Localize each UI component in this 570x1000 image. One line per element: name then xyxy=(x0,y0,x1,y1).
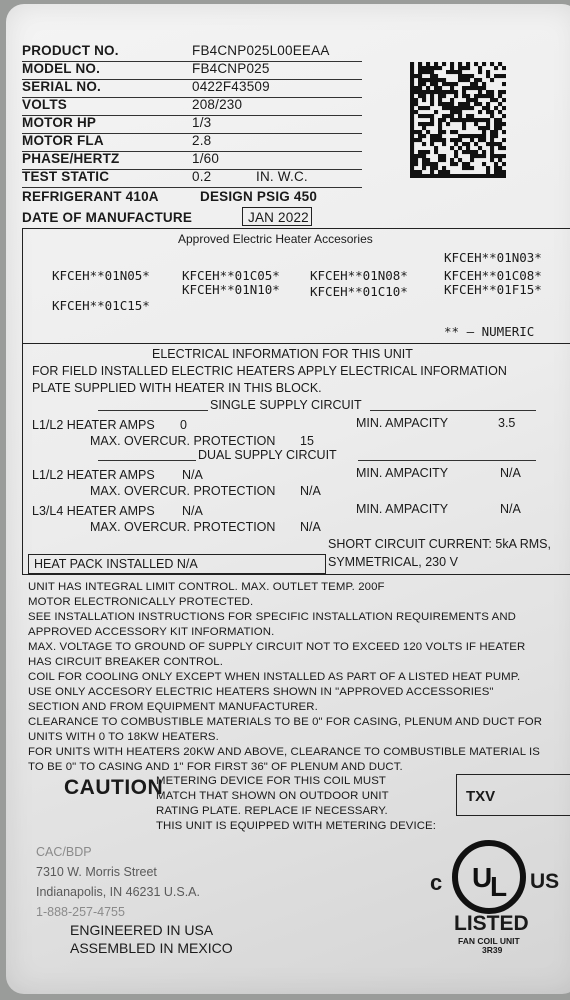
note-line: UNIT HAS INTEGRAL LIMIT CONTROL. MAX. OUTLET TEMP. 200F xyxy=(28,581,385,593)
caution-line: METERING DEVICE FOR THIS COIL MUST xyxy=(156,775,386,787)
address-line: CAC/BDP xyxy=(36,845,92,859)
engineered-in: ENGINEERED IN USA xyxy=(70,922,214,938)
note-line: SEE INSTALLATION INSTRUCTIONS FOR SPECIFIC INSTALLATION REQUIREMENTS AND xyxy=(28,611,516,623)
dual-supply-label: DUAL SUPPLY CIRCUIT xyxy=(198,448,337,462)
note-line: APPROVED ACCESSORY KIT INFORMATION. xyxy=(28,626,275,638)
spec-label-motor-fla: MOTOR FLA xyxy=(22,133,104,148)
date-of-manufacture-label: DATE OF MANUFACTURE xyxy=(22,210,193,225)
heat-pack-installed: HEAT PACK INSTALLED N/A xyxy=(34,557,198,571)
spec-label-model-no: MODEL NO. xyxy=(22,61,101,76)
spec-label-phase-hertz: PHASE/HERTZ xyxy=(22,151,120,166)
short-circuit-line-1: SHORT CIRCUIT CURRENT: 5kA RMS, xyxy=(328,537,551,551)
heater-model-1: KFCEH**01N05* xyxy=(52,268,150,283)
refrigerant-label: REFRIGERANT 410A xyxy=(22,189,159,204)
short-circuit-line-2: SYMMETRICAL, 230 V xyxy=(328,555,458,569)
dual-max-overcur-1-label: MAX. OVERCUR. PROTECTION xyxy=(90,484,276,498)
heater-model-3: KFCEH**01N08* xyxy=(310,268,408,283)
spec-value-test-static: 0.2 xyxy=(192,169,212,184)
datamatrix-code-icon xyxy=(410,62,506,178)
dual-max-overcur-2-value: N/A xyxy=(300,520,321,534)
ul-c-mark: c xyxy=(430,870,443,895)
heater-accessories-title: Approved Electric Heater Accesories xyxy=(178,232,373,246)
heater-model-8: KFCEH**01F15* xyxy=(444,282,542,297)
single-l1l2-value: 0 xyxy=(180,418,187,432)
metering-device-value: TXV xyxy=(466,788,496,805)
caution-heading: CAUTION xyxy=(64,776,164,799)
caution-line: MATCH THAT SHOWN ON OUTDOOR UNIT xyxy=(156,790,389,802)
spec-value-volts: 208/230 xyxy=(192,97,243,112)
rating-plate xyxy=(6,4,570,994)
dual-l3l4-value: N/A xyxy=(182,504,203,518)
heater-model-6: KFCEH**01N10* xyxy=(182,282,280,297)
spec-value-model-no: FB4CNP025 xyxy=(192,61,270,76)
address-line: Indianapolis, IN 46231 U.S.A. xyxy=(36,885,200,899)
heater-model-7: KFCEH**01C10* xyxy=(310,284,408,299)
spec-value-phase-hertz: 1/60 xyxy=(192,151,220,166)
electrical-intro-2: PLATE SUPPLIED WITH HEATER IN THIS BLOCK. xyxy=(32,381,322,395)
spec-label-motor-hp: MOTOR HP xyxy=(22,115,97,130)
note-line: COIL FOR COOLING ONLY EXCEPT WHEN INSTALLED AS PART OF A LISTED HEAT PUMP. xyxy=(28,671,521,683)
single-min-ampacity-label: MIN. AMPACITY xyxy=(356,416,449,430)
dual-l1l2-value: N/A xyxy=(182,468,203,482)
address-line: 7310 W. Morris Street xyxy=(36,865,157,879)
electrical-title: ELECTRICAL INFORMATION FOR THIS UNIT xyxy=(152,347,413,361)
caution-line: THIS UNIT IS EQUIPPED WITH METERING DEVICE: xyxy=(156,820,437,832)
numeric-note: ** – NUMERIC xyxy=(444,324,535,339)
ul-us-mark: US xyxy=(530,870,560,893)
assembled-in: ASSEMBLED IN MEXICO xyxy=(70,940,233,956)
date-of-manufacture-value: JAN 2022 xyxy=(248,210,309,225)
note-line: HAS CIRCUIT BREAKER CONTROL. xyxy=(28,656,223,668)
single-max-overcur-label: MAX. OVERCUR. PROTECTION xyxy=(90,434,276,448)
note-line: TO BE 0" TO CASING AND 1" FOR FIRST 36" OF PLENUM AND DUCT. xyxy=(28,761,403,773)
spec-value-motor-hp: 1/3 xyxy=(192,115,212,130)
dual-max-overcur-1-value: N/A xyxy=(300,484,321,498)
design-psig-label: DESIGN PSIG 450 xyxy=(200,189,318,204)
electrical-intro-1: FOR FIELD INSTALLED ELECTRIC HEATERS APPLY ELECTRICAL INFORMATION xyxy=(32,364,507,378)
ul-control-code: 3R39 xyxy=(482,945,503,955)
spec-value-serial-no: 0422F43509 xyxy=(192,79,270,94)
ul-listed-label: LISTED xyxy=(454,912,529,935)
spec-label-serial-no: SERIAL NO. xyxy=(22,79,102,94)
dual-l1l2-label: L1/L2 HEATER AMPS xyxy=(32,468,155,482)
spec-value-motor-fla: 2.8 xyxy=(192,133,212,148)
note-line: FOR UNITS WITH HEATERS 20KW AND ABOVE, CLEARANCE TO COMBUSTIBLE MATERIAL IS xyxy=(28,746,540,758)
spec-value-product-no: FB4CNP025L00EEAA xyxy=(192,43,330,58)
note-line: USE ONLY ACCESORY ELECTRIC HEATERS SHOWN IN "APPROVED ACCESSORIES" xyxy=(28,686,494,698)
single-max-overcur-value: 15 xyxy=(300,434,314,448)
dual-l3l4-label: L3/L4 HEATER AMPS xyxy=(32,504,155,518)
ul-product-type: FAN COIL UNIT xyxy=(458,936,520,946)
dual-min-ampacity-2-label: MIN. AMPACITY xyxy=(356,502,449,516)
note-line: MAX. VOLTAGE TO GROUND OF SUPPLY CIRCUIT NOT TO EXCEED 120 VOLTS IF HEATER xyxy=(28,641,526,653)
note-line: CLEARANCE TO COMBUSTIBLE MATERIALS TO BE 0" FOR CASING, PLENUM AND DUCT FOR xyxy=(28,716,543,728)
svg-text:L: L xyxy=(490,871,508,902)
single-l1l2-label: L1/L2 HEATER AMPS xyxy=(32,418,155,432)
spec-unit-test-static: IN. W.C. xyxy=(256,169,308,184)
dual-min-ampacity-1-label: MIN. AMPACITY xyxy=(356,466,449,480)
note-line: SECTION AND FROM EQUIPMENT MANUFACTURER. xyxy=(28,701,318,713)
single-min-ampacity-value: 3.5 xyxy=(498,416,516,430)
address-line: 1-888-257-4755 xyxy=(36,905,125,919)
spec-label-test-static: TEST STATIC xyxy=(22,169,110,184)
single-supply-label: SINGLE SUPPLY CIRCUIT xyxy=(210,398,362,412)
heater-model-9: KFCEH**01C15* xyxy=(52,298,150,313)
dual-max-overcur-2-label: MAX. OVERCUR. PROTECTION xyxy=(90,520,276,534)
caution-line: RATING PLATE. REPLACE IF NECESSARY. xyxy=(156,805,388,817)
manufacturer-address xyxy=(36,842,200,922)
dual-min-ampacity-2-value: N/A xyxy=(500,502,521,516)
heater-model-5: KFCEH**01C08* xyxy=(444,268,542,283)
note-line: UNITS WITH 0 TO 18KW HEATERS. xyxy=(28,731,219,743)
heater-model-4: KFCEH**01N03* xyxy=(444,250,542,265)
svg-text:U: U xyxy=(472,862,493,893)
spec-label-product-no: PRODUCT NO. xyxy=(22,43,119,58)
spec-label-volts: VOLTS xyxy=(22,97,68,112)
heater-model-2: KFCEH**01C05* xyxy=(182,268,280,283)
dual-min-ampacity-1-value: N/A xyxy=(500,466,521,480)
ul-logo-icon xyxy=(452,840,526,914)
note-line: MOTOR ELECTRONICALLY PROTECTED. xyxy=(28,596,254,608)
